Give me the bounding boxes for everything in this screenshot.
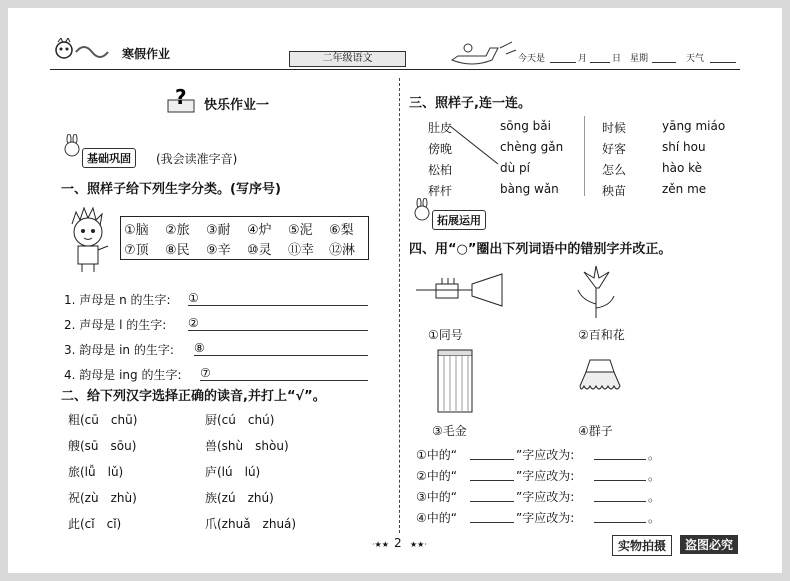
match-item[interactable]: 秤杆 xyxy=(428,184,453,198)
correction-prefix: ④中的“ xyxy=(416,511,457,525)
page-number-stars-right: ★★· xyxy=(410,540,427,549)
skirt-icon xyxy=(574,356,626,400)
weekday-label: 星期 xyxy=(630,54,649,64)
match-item[interactable]: 时候 xyxy=(602,121,627,135)
match-item[interactable]: 松柏 xyxy=(428,163,453,177)
q4-title: 四、用“○”圈出下列词语中的错别字并改正。 xyxy=(409,242,672,257)
worksheet-page xyxy=(8,8,782,573)
example-link-line xyxy=(448,120,508,170)
pic-label-2: ②百和花 xyxy=(578,328,625,342)
match-item[interactable]: bàng wǎn xyxy=(500,182,559,196)
page-number-stars-left: ·★★ xyxy=(372,540,389,549)
grid-char: ⑦顶 xyxy=(124,243,149,258)
sleigh-icon xyxy=(448,40,518,66)
month-label: 月 xyxy=(578,54,588,64)
pinyin-choice[interactable]: 粗(cū chū) xyxy=(68,413,138,427)
pinyin-choice[interactable]: 庐(lú lú) xyxy=(205,465,261,479)
pinyin-choice[interactable]: 族(zú zhú) xyxy=(205,491,274,505)
match-item[interactable]: sōng bǎi xyxy=(500,119,551,133)
header-rule xyxy=(50,69,740,70)
pic-label-1: ①同号 xyxy=(428,328,463,342)
correction-prefix: ①中的“ xyxy=(416,448,457,462)
grid-char: ⑩灵 xyxy=(247,243,272,258)
character-grid xyxy=(120,216,369,260)
correct-char-blank[interactable] xyxy=(594,480,646,481)
match-item[interactable]: yāng miáo xyxy=(662,119,726,133)
match-item[interactable]: 肚皮 xyxy=(428,121,453,135)
wrong-char-blank[interactable] xyxy=(470,480,514,481)
pinyin-choice[interactable]: 旅(lǚ lǔ) xyxy=(68,465,124,479)
grid-char: ③耐 xyxy=(206,223,231,238)
match-item[interactable]: 怎么 xyxy=(602,163,627,177)
classify-answer-line[interactable] xyxy=(200,380,368,381)
badge-basic-subtitle: (我会读准字音) xyxy=(156,152,238,166)
wrong-char-blank[interactable] xyxy=(470,459,514,460)
grid-char: ⑪幸 xyxy=(288,243,315,258)
column-divider xyxy=(399,78,400,533)
classify-answer-line[interactable] xyxy=(194,355,368,356)
correction-end: 。 xyxy=(648,490,661,504)
weather-blank[interactable] xyxy=(710,62,736,63)
grid-char: ⑨辛 xyxy=(206,243,231,258)
correct-char-blank[interactable] xyxy=(594,522,646,523)
logo-text: 寒假作业 xyxy=(122,47,171,61)
stamp-copyright: 盗图必究 xyxy=(680,535,738,554)
pinyin-choice[interactable]: 艘(sū sōu) xyxy=(68,439,137,453)
pinyin-choice[interactable]: 此(cǐ cǐ) xyxy=(68,517,122,531)
classify-label: 3. 韵母是 in 的生字: xyxy=(64,343,174,357)
correct-char-blank[interactable] xyxy=(594,501,646,502)
day-blank[interactable] xyxy=(590,62,610,63)
correction-end: 。 xyxy=(648,448,661,462)
day-label: 日 xyxy=(612,54,622,64)
q3-separator xyxy=(584,116,585,196)
correction-middle: ”字应改为: xyxy=(516,469,575,483)
month-blank[interactable] xyxy=(550,62,576,63)
lesson-title: 快乐作业一 xyxy=(204,98,270,113)
correction-end: 。 xyxy=(648,469,661,483)
today-label: 今天是 xyxy=(518,54,546,64)
rabbit-icon xyxy=(62,134,82,158)
page-number: 2 xyxy=(394,536,402,550)
grid-char: ⑧民 xyxy=(165,243,190,258)
boy-illustration-icon xyxy=(64,204,114,274)
classify-answer-line[interactable] xyxy=(188,330,368,331)
q3-title: 三、照样子,连一连。 xyxy=(409,96,531,111)
blanket-icon xyxy=(432,346,478,416)
grid-char: ⑫淋 xyxy=(329,243,356,258)
correction-middle: ”字应改为: xyxy=(516,511,575,525)
badge-extend: 拓展运用 xyxy=(432,210,486,230)
classify-label: 2. 声母是 l 的生字: xyxy=(64,318,167,332)
match-item[interactable]: 好客 xyxy=(602,142,627,156)
correction-prefix: ②中的“ xyxy=(416,469,457,483)
pinyin-choice[interactable]: 兽(shù shòu) xyxy=(205,439,289,453)
classify-answer-line[interactable] xyxy=(188,305,368,306)
pic-label-4: ④群子 xyxy=(578,424,613,438)
classify-label: 4. 韵母是 ing 的生字: xyxy=(64,368,182,382)
correction-middle: ”字应改为: xyxy=(516,490,575,504)
classify-example: ② xyxy=(188,316,199,330)
match-item[interactable]: zěn me xyxy=(662,182,707,196)
wrong-char-blank[interactable] xyxy=(470,501,514,502)
correction-prefix: ③中的“ xyxy=(416,490,457,504)
match-item[interactable]: hào kè xyxy=(662,161,703,175)
correction-middle: ”字应改为: xyxy=(516,448,575,462)
rabbit-icon-2 xyxy=(412,198,432,222)
grid-char: ①脑 xyxy=(124,223,149,238)
stamp-photo: 实物拍摄 xyxy=(612,535,672,556)
match-item[interactable]: 秧苗 xyxy=(602,184,627,198)
match-item[interactable]: dù pí xyxy=(500,161,530,175)
pinyin-choice[interactable]: 厨(cú chú) xyxy=(205,413,275,427)
weather-label: 天气 xyxy=(686,54,705,64)
pinyin-choice[interactable]: 祝(zù zhù) xyxy=(68,491,137,505)
q2-title: 二、给下列汉字选择正确的读音,并打上“√”。 xyxy=(61,389,326,404)
wrong-char-blank[interactable] xyxy=(470,522,514,523)
subject-box: 二年级语文 xyxy=(289,51,406,67)
match-item[interactable]: chèng gǎn xyxy=(500,140,564,154)
classify-example: ⑦ xyxy=(200,366,211,380)
svg-text:?: ? xyxy=(175,85,187,109)
classify-example: ① xyxy=(188,291,199,305)
pic-label-3: ③毛金 xyxy=(432,424,467,438)
badge-basic: 基础巩固 xyxy=(82,148,136,168)
correction-end: 。 xyxy=(648,511,661,525)
grid-char: ⑤泥 xyxy=(288,223,313,238)
match-item[interactable]: shí hou xyxy=(662,140,706,154)
match-item[interactable]: 傍晚 xyxy=(428,142,453,156)
question-mark-icon xyxy=(166,84,196,114)
classify-label: 1. 声母是 n 的生字: xyxy=(64,293,171,307)
grid-char: ④炉 xyxy=(247,223,272,238)
classify-example: ⑧ xyxy=(194,341,205,355)
grid-char: ⑥梨 xyxy=(329,223,354,238)
trumpet-icon xyxy=(412,270,508,312)
q1-title: 一、照样子给下列生字分类。(写序号) xyxy=(61,182,281,197)
mascot-logo-icon xyxy=(54,38,116,64)
weekday-blank[interactable] xyxy=(652,62,676,63)
pinyin-choice[interactable]: 爪(zhuǎ zhuá) xyxy=(205,517,297,531)
lily-icon xyxy=(574,264,620,320)
correct-char-blank[interactable] xyxy=(594,459,646,460)
grid-char: ②旅 xyxy=(165,223,190,238)
